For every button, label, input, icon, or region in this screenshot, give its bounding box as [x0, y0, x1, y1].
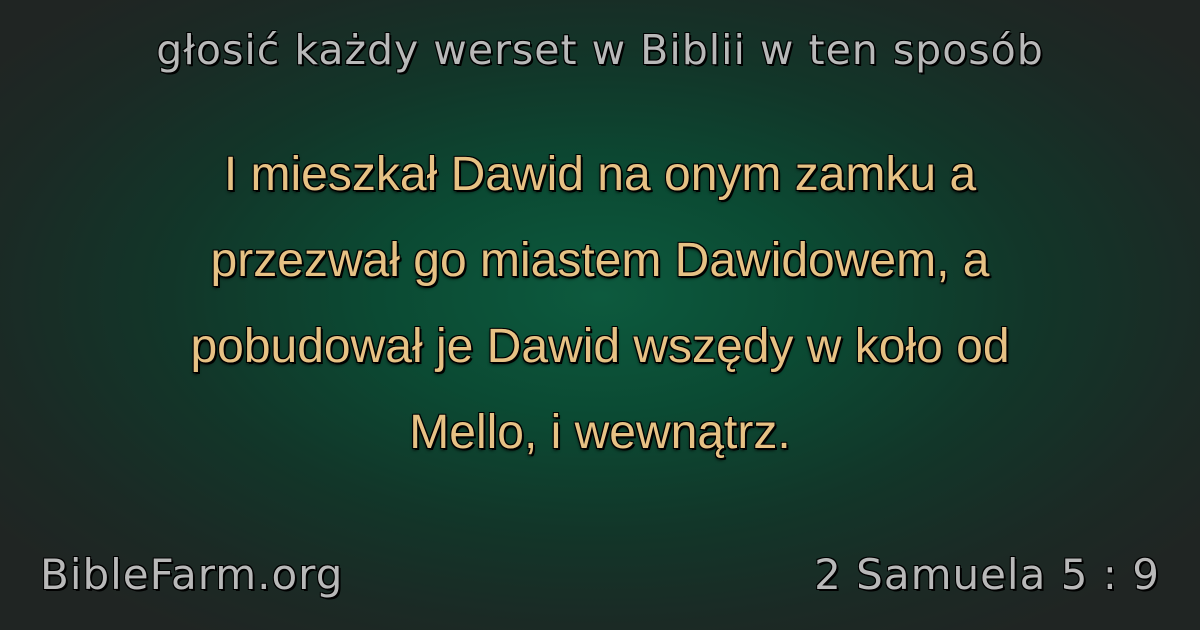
verse-text	[90, 132, 1110, 476]
tagline: głosić każdy werset w Biblii w ten sposób	[156, 26, 1044, 74]
verse-line: Mello, i wewnątrz.	[409, 406, 791, 459]
verse-reference: 2 Samuela 5 : 9	[814, 550, 1160, 599]
verse-line: przezwał go miastem Dawidowem, a	[210, 234, 990, 287]
verse-line: I mieszkał Dawid na onym zamku a	[223, 148, 977, 201]
verse-line: pobudował je Dawid wszędy w koło od	[190, 320, 1010, 373]
site-name: BibleFarm.org	[40, 550, 344, 599]
